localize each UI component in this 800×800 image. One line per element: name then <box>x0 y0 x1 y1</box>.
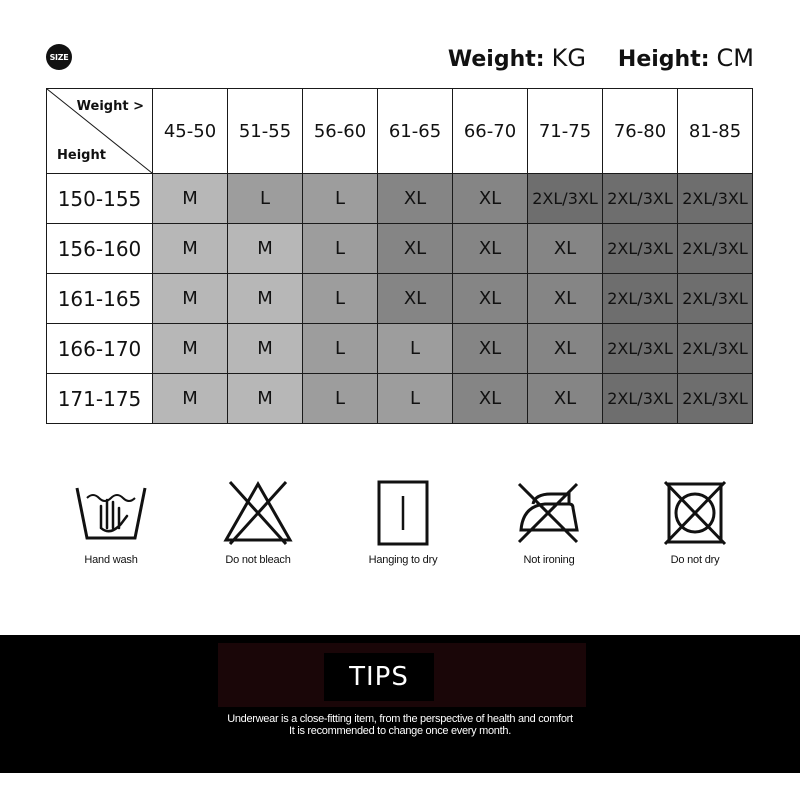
weight-header: 71-75 <box>528 89 603 174</box>
no-ironing-icon <box>511 478 587 548</box>
care-instructions <box>0 478 800 588</box>
size-chart-table <box>46 88 753 424</box>
weight-unit-label: Weight: <box>447 47 545 72</box>
size-cell: XL <box>528 374 603 424</box>
care-item-hang-to-dry <box>343 478 463 566</box>
table-row <box>47 224 753 274</box>
hand-wash-icon <box>73 478 149 548</box>
size-cell: XL <box>453 324 528 374</box>
care-label: Do not bleach <box>225 554 291 566</box>
size-cell: 2XL/3XL <box>603 274 678 324</box>
corner-weight-label: Weight > <box>76 99 144 114</box>
table-row <box>47 174 753 224</box>
table-row <box>47 374 753 424</box>
size-cell: 2XL/3XL <box>678 174 753 224</box>
size-cell: L <box>303 374 378 424</box>
size-cell: XL <box>453 274 528 324</box>
care-label: Do not dry <box>670 554 720 566</box>
size-cell: 2XL/3XL <box>603 374 678 424</box>
weight-header: 76-80 <box>603 89 678 174</box>
size-cell: XL <box>378 174 453 224</box>
table-row <box>47 324 753 374</box>
height-unit-label: Height: <box>617 47 710 72</box>
size-cell: M <box>153 274 228 324</box>
size-cell: L <box>378 324 453 374</box>
size-cell: 2XL/3XL <box>603 174 678 224</box>
size-badge: SIZE <box>46 44 72 70</box>
size-cell: M <box>228 374 303 424</box>
size-cell: XL <box>378 274 453 324</box>
size-cell: XL <box>528 324 603 374</box>
care-item-no-ironing <box>489 478 609 566</box>
units-legend <box>448 44 754 72</box>
weight-header: 56-60 <box>303 89 378 174</box>
size-cell: L <box>303 224 378 274</box>
tips-banner <box>0 635 800 773</box>
weight-header: 51-55 <box>228 89 303 174</box>
weight-header: 66-70 <box>453 89 528 174</box>
hang-to-dry-icon <box>365 478 441 548</box>
size-cell: 2XL/3XL <box>528 174 603 224</box>
size-chart-body <box>47 174 753 424</box>
size-cell: XL <box>453 374 528 424</box>
size-cell: M <box>228 224 303 274</box>
size-cell: M <box>228 274 303 324</box>
size-cell: 2XL/3XL <box>603 324 678 374</box>
size-cell: L <box>228 174 303 224</box>
table-row <box>47 274 753 324</box>
weight-header: 61-65 <box>378 89 453 174</box>
height-range-cell: 166-170 <box>47 324 153 374</box>
header-row <box>47 89 753 174</box>
size-cell: M <box>153 374 228 424</box>
weight-header: 45-50 <box>153 89 228 174</box>
height-range-cell: 171-175 <box>47 374 153 424</box>
weight-unit-legend <box>448 44 586 72</box>
care-item-do-not-bleach <box>198 478 318 566</box>
size-cell: L <box>303 274 378 324</box>
height-range-cell: 150-155 <box>47 174 153 224</box>
care-label: Hand wash <box>84 554 138 566</box>
size-cell: M <box>153 174 228 224</box>
height-range-cell: 156-160 <box>47 224 153 274</box>
care-item-do-not-dry <box>635 478 755 566</box>
size-cell: XL <box>453 224 528 274</box>
corner-height-label: Height <box>57 148 106 163</box>
care-label: Not ironing <box>523 554 575 566</box>
size-cell: XL <box>528 224 603 274</box>
height-range-cell: 161-165 <box>47 274 153 324</box>
weight-unit-value: KG <box>551 44 586 72</box>
do-not-dry-icon <box>657 478 733 548</box>
size-cell: 2XL/3XL <box>678 374 753 424</box>
weight-header: 81-85 <box>678 89 753 174</box>
size-cell: 2XL/3XL <box>678 274 753 324</box>
size-cell: L <box>303 174 378 224</box>
care-label: Hanging to dry <box>368 554 438 566</box>
care-item-hand-wash <box>51 478 171 566</box>
size-cell: 2XL/3XL <box>678 324 753 374</box>
tips-text-line-2: It is recommended to change once every month. <box>289 725 511 737</box>
size-cell: XL <box>528 274 603 324</box>
size-cell: XL <box>453 174 528 224</box>
do-not-bleach-icon <box>220 478 296 548</box>
size-cell: 2XL/3XL <box>678 224 753 274</box>
tips-title: TIPS <box>324 653 434 701</box>
height-unit-legend <box>618 44 754 72</box>
size-cell: M <box>153 324 228 374</box>
size-cell: L <box>303 324 378 374</box>
size-cell: L <box>378 374 453 424</box>
size-cell: M <box>228 324 303 374</box>
size-cell: XL <box>378 224 453 274</box>
height-unit-value: CM <box>716 44 754 72</box>
size-cell: M <box>153 224 228 274</box>
size-cell: 2XL/3XL <box>603 224 678 274</box>
tips-text-line-1: Underwear is a close-fitting item, from the perspective of health and comfort <box>227 713 573 725</box>
corner-cell <box>47 89 153 174</box>
